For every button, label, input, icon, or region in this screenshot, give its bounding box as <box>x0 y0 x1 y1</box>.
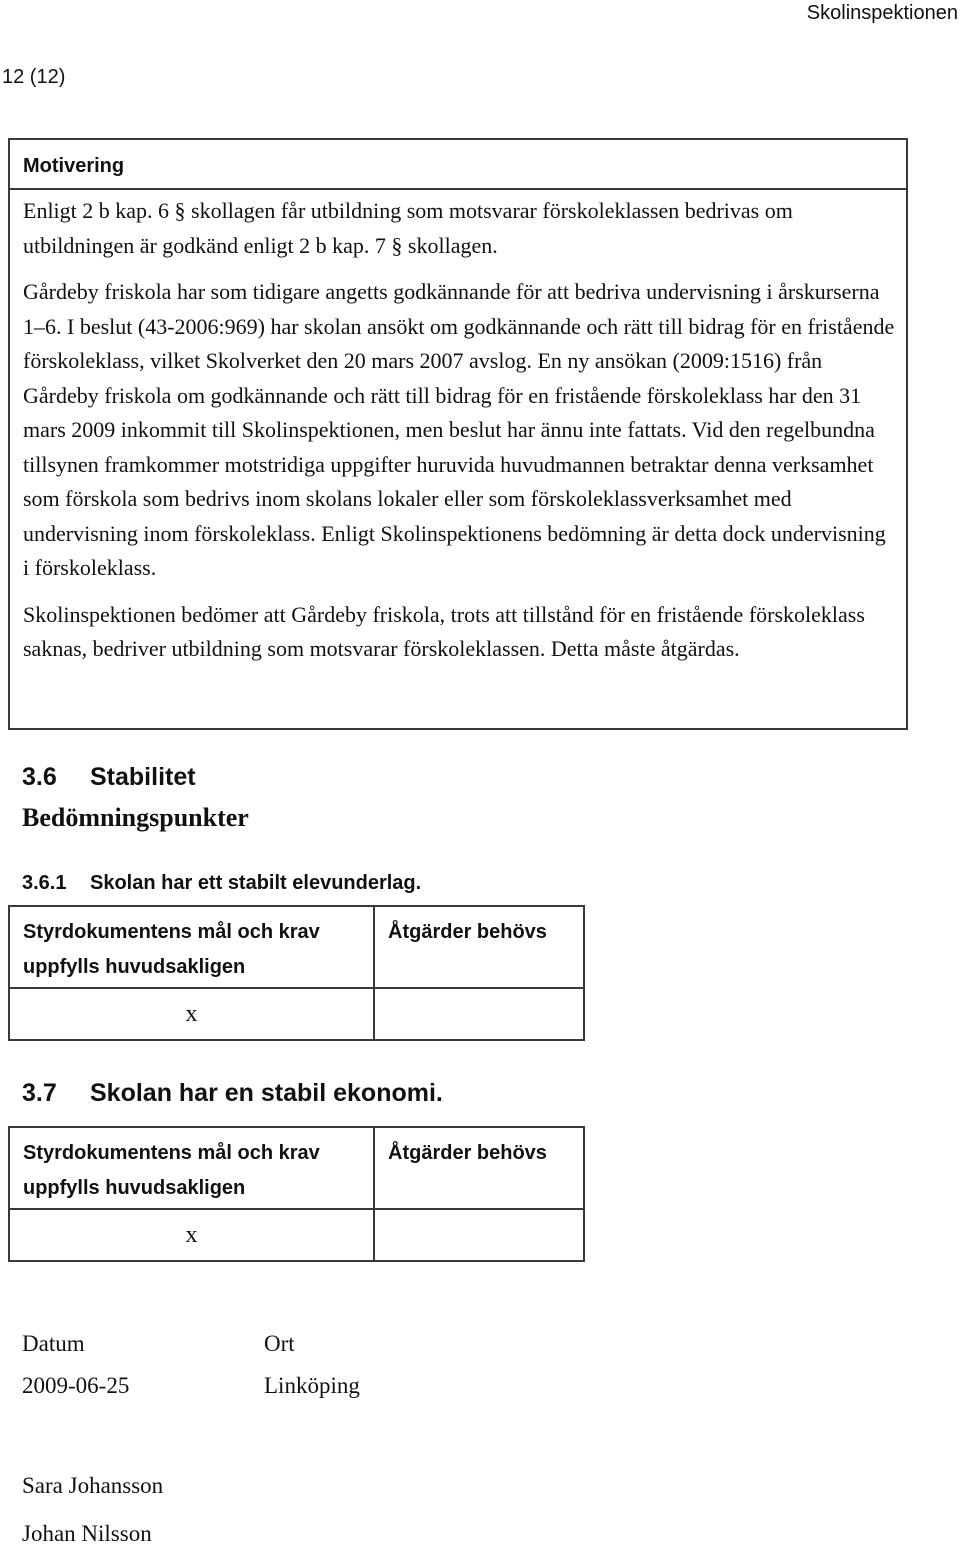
requirements-met-mark: x <box>9 988 374 1040</box>
section-3-7-number: 3.7 <box>22 1079 57 1107</box>
table-header-requirements-met: Styrdokumentens mål och krav uppfylls huvudsakligen <box>9 906 374 988</box>
date-block <box>22 1323 129 1407</box>
assessment-table-3-7 <box>8 1126 585 1262</box>
date-label: Datum <box>22 1331 85 1356</box>
item-3-6-1-heading <box>22 869 421 897</box>
requirements-met-mark: x <box>9 1209 374 1261</box>
motivation-divider <box>10 188 906 190</box>
motivation-box <box>8 138 908 730</box>
motivation-paragraph-1: Enligt 2 b kap. 6 § skollagen får utbildning som motsvarar förskoleklassen bedrivas om utbildningen är godkänd enligt 2 b kap. 7 § skollagen. <box>23 198 793 258</box>
section-3-6-title: Stabilitet <box>90 763 196 791</box>
place-label: Ort <box>264 1331 295 1356</box>
motivation-paragraph-3: Skolinspektionen bedömer att Gårdeby friskola, trots att tillstånd för en fristående förskoleklass saknas, bedriver utbildning som motsvarar förskoleklassen. Detta måste åtgärdas. <box>23 601 865 661</box>
section-3-6-heading <box>22 760 196 794</box>
assessment-points-heading: Bedömningspunkter <box>22 803 249 832</box>
page-number: 12 (12) <box>2 66 66 88</box>
table-header-action-needed: Åtgärder behövs <box>374 906 584 988</box>
motivation-paragraph-2: Gårdeby friskola har som tidigare angetts godkännande för att bedriva undervisning i årskurserna 1–6. I beslut (43-2006:969) har skolan ansökt om godkännande och rätt till bidrag för en fristående förskoleklass, vilket Skolverket den 20 mars 2007 avslog. En ny ansökan (2009:1516) från Gårdeby friskola om godkännande och rätt till bidrag för en fristående förskoleklass har den 31 mars 2009 inkommit till Skolinspektionen, men beslut har ännu inte fattats. Vid den regelbundna tillsynen framkommer motstridiga uppgifter huruvida huvudmannen betraktar denna verksamhet som förskola som bedrivs inom skolans lokaler eller som förskoleklassverksamhet med undervisning inom förskoleklass. Enligt Skolinspektionens bedömning är detta dock undervisning i förskoleklass. <box>23 279 895 580</box>
header-organization: Skolinspektionen <box>806 2 958 24</box>
table-header-requirements-met: Styrdokumentens mål och krav uppfylls huvudsakligen <box>9 1127 374 1209</box>
table-header-action-needed: Åtgärder behövs <box>374 1127 584 1209</box>
motivation-body <box>23 194 895 679</box>
signatory-name: Sara Johansson <box>22 1473 164 1498</box>
place-block <box>264 1323 360 1407</box>
date-value: 2009-06-25 <box>22 1373 130 1398</box>
item-3-6-1-number: 3.6.1 <box>22 872 67 894</box>
action-needed-mark <box>374 988 584 1040</box>
section-3-7-heading <box>22 1076 443 1110</box>
assessment-table-3-6-1 <box>8 905 585 1041</box>
action-needed-mark <box>374 1209 584 1261</box>
section-3-7-title: Skolan har en stabil ekonomi. <box>90 1079 443 1107</box>
signatory-name: Johan Nilsson <box>22 1521 152 1546</box>
section-3-6-number: 3.6 <box>22 763 57 791</box>
motivation-title: Motivering <box>23 155 125 177</box>
place-value: Linköping <box>264 1373 360 1398</box>
signatures <box>22 1462 163 1558</box>
item-3-6-1-title: Skolan har ett stabilt elevunderlag. <box>90 872 422 894</box>
